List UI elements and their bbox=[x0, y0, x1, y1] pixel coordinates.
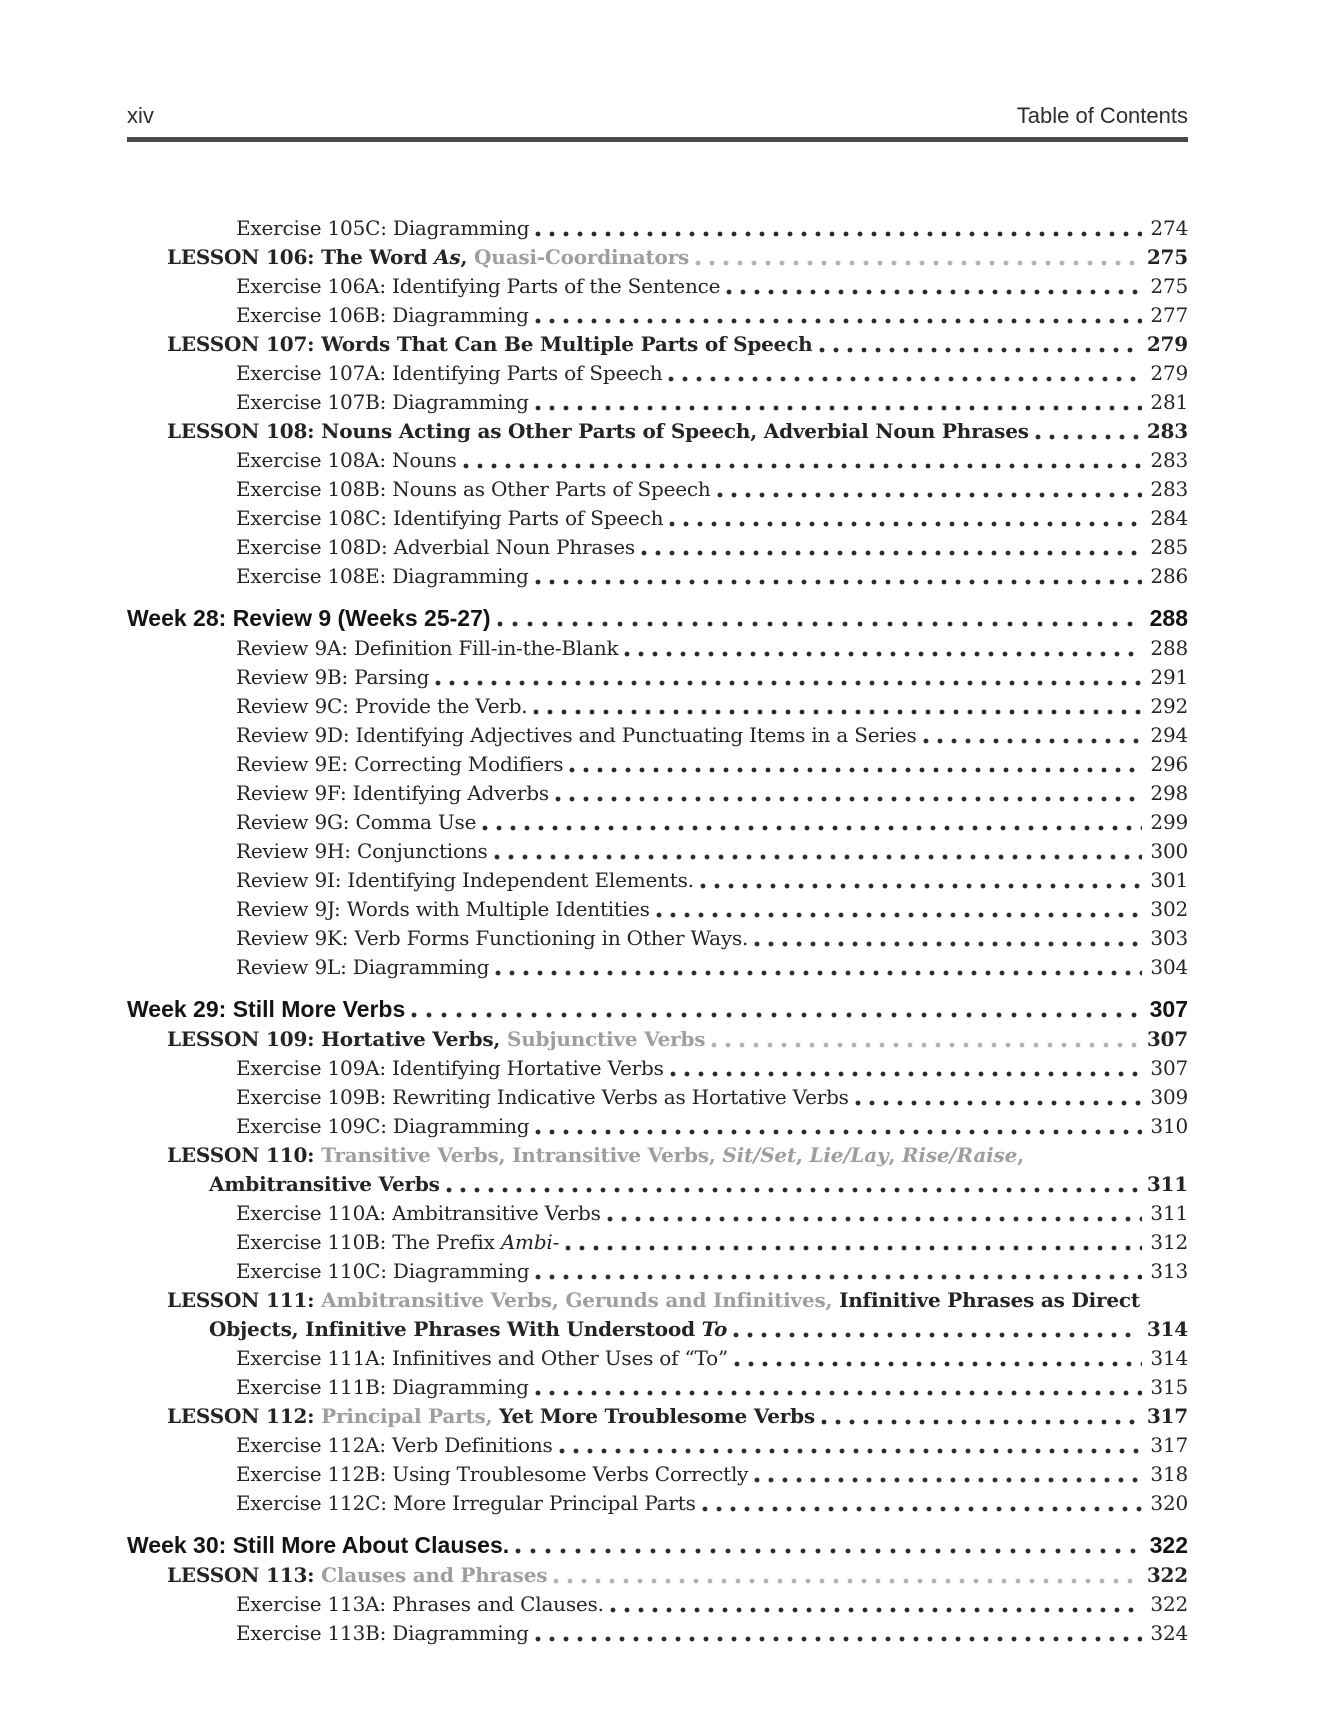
toc-entry bbox=[127, 1054, 1188, 1083]
toc-entry-text: Exercise 105C: Diagramming bbox=[236, 216, 530, 240]
toc-entry bbox=[127, 779, 1188, 808]
toc-entry-title bbox=[236, 1431, 553, 1460]
page-number: 307 bbox=[1150, 1056, 1188, 1080]
toc-entry bbox=[127, 214, 1188, 243]
page-number: 322 bbox=[1146, 1563, 1188, 1587]
toc-entry-text: Exercise 109C: Diagramming bbox=[236, 1114, 530, 1138]
toc-entry-title bbox=[209, 1315, 727, 1344]
toc-entry bbox=[127, 634, 1188, 663]
toc-entry bbox=[127, 1228, 1188, 1257]
toc-entry-text: To bbox=[701, 1317, 728, 1341]
toc-entry-text: Exercise 111A: Infinitives and Other Uses of “To” bbox=[236, 1346, 728, 1370]
dot-leader bbox=[569, 750, 1142, 779]
page-number: 314 bbox=[1146, 1317, 1188, 1341]
toc-entry-title bbox=[236, 1257, 529, 1286]
toc-entry bbox=[127, 1199, 1188, 1228]
toc-entry-title bbox=[236, 895, 650, 924]
toc-entry-title bbox=[167, 330, 813, 359]
toc-entry-title bbox=[236, 533, 635, 562]
dot-leader bbox=[1035, 417, 1139, 446]
dot-leader bbox=[668, 359, 1142, 388]
toc-entry-text: As bbox=[434, 245, 461, 269]
page-number: 322 bbox=[1150, 1592, 1188, 1616]
toc-entry-title bbox=[236, 953, 489, 982]
toc-entry-title bbox=[236, 750, 563, 779]
toc-entry-text: Review 9K: Verb Forms Functioning in Other Ways. bbox=[236, 926, 749, 950]
toc-entry-title bbox=[236, 272, 720, 301]
page-number: 314 bbox=[1150, 1346, 1188, 1370]
toc-entry bbox=[127, 1286, 1188, 1315]
toc-entry-title bbox=[167, 417, 1029, 446]
page-number: 315 bbox=[1150, 1375, 1188, 1399]
dot-leader bbox=[565, 1228, 1142, 1257]
toc-entry-text: Exercise 108A: Nouns bbox=[236, 448, 457, 472]
toc-entry-title bbox=[236, 1489, 696, 1518]
dot-leader bbox=[435, 663, 1142, 692]
dot-leader bbox=[535, 562, 1143, 591]
toc-entry-text: Yet More Troublesome Verbs bbox=[499, 1404, 815, 1428]
page-number: 307 bbox=[1146, 1027, 1188, 1051]
toc-entry-text: Exercise 108C: Identifying Parts of Speech bbox=[236, 506, 664, 530]
toc-entry-text: Exercise 109B: Rewriting Indicative Verbs as Hortative Verbs bbox=[236, 1085, 849, 1109]
toc-entry-title bbox=[127, 994, 405, 1025]
toc-entry-title bbox=[236, 1228, 559, 1257]
dot-leader bbox=[494, 837, 1143, 866]
page-number: 292 bbox=[1150, 694, 1188, 718]
toc-entry-text: LESSON 110: bbox=[167, 1143, 322, 1167]
toc-entry-text: Transitive Verbs, Intransitive Verbs, bbox=[321, 1143, 723, 1167]
dot-leader bbox=[702, 1489, 1143, 1518]
dot-leader bbox=[700, 866, 1143, 895]
toc-entry-text: Ambi- bbox=[500, 1230, 560, 1254]
page-number: 274 bbox=[1150, 216, 1188, 240]
toc-entry-title bbox=[236, 866, 694, 895]
toc-entry bbox=[127, 243, 1188, 272]
toc-entry-title bbox=[167, 1561, 547, 1590]
dot-leader bbox=[555, 779, 1143, 808]
toc-entry-text: , bbox=[460, 245, 475, 269]
toc-entry-text: Exercise 108B: Nouns as Other Parts of Speech bbox=[236, 477, 711, 501]
toc-entry-text: Exercise 107B: Diagramming bbox=[236, 390, 529, 414]
toc-entry bbox=[127, 1402, 1188, 1431]
toc-entry bbox=[127, 895, 1188, 924]
toc-entry-text: Review 9L: Diagramming bbox=[236, 955, 490, 979]
toc-entry-title bbox=[236, 1054, 664, 1083]
toc-entry-title bbox=[236, 634, 618, 663]
toc-entry-title bbox=[236, 1344, 728, 1373]
toc-entry-text: Exercise 106B: Diagramming bbox=[236, 303, 529, 327]
toc-entry-text: Review 9J: Words with Multiple Identities bbox=[236, 897, 650, 921]
dot-leader bbox=[533, 692, 1142, 721]
toc-entry-text: Clauses and Phrases bbox=[321, 1563, 548, 1587]
toc-entry-title bbox=[236, 837, 488, 866]
toc-entry-title bbox=[236, 808, 476, 837]
page-number: 322 bbox=[1149, 1532, 1188, 1558]
toc-entry-title bbox=[236, 562, 529, 591]
page-number: 283 bbox=[1150, 477, 1188, 501]
dot-leader bbox=[656, 895, 1143, 924]
dot-leader bbox=[607, 1199, 1143, 1228]
dot-leader bbox=[535, 1257, 1142, 1286]
toc-entry bbox=[127, 562, 1188, 591]
dot-leader bbox=[482, 808, 1142, 837]
toc-entry bbox=[127, 1489, 1188, 1518]
dot-leader bbox=[535, 1619, 1143, 1648]
dot-leader bbox=[641, 533, 1143, 562]
toc-entry bbox=[127, 1025, 1188, 1054]
dot-leader bbox=[535, 214, 1142, 243]
toc-entry-title bbox=[167, 1286, 1140, 1315]
toc-entry-text: LESSON 107: Words That Can Be Multiple Parts of Speech bbox=[167, 332, 813, 356]
running-head: Table of Contents bbox=[1016, 103, 1188, 128]
dot-leader bbox=[535, 388, 1143, 417]
page-number: 299 bbox=[1150, 810, 1188, 834]
toc-entry-text: Exercise 106A: Identifying Parts of the Sentence bbox=[236, 274, 721, 298]
page-number: 284 bbox=[1150, 506, 1188, 530]
dot-leader bbox=[497, 603, 1142, 634]
page-number: 301 bbox=[1150, 868, 1188, 892]
page-number: 288 bbox=[1150, 636, 1188, 660]
toc-entry-text: Review 9H: Conjunctions bbox=[236, 839, 488, 863]
page-header bbox=[127, 102, 1188, 142]
dot-leader bbox=[819, 330, 1139, 359]
toc-entry-text: Quasi-Coordinators bbox=[474, 245, 690, 269]
toc-entry-text: Sit/Set bbox=[722, 1143, 796, 1167]
toc-entry bbox=[127, 1257, 1188, 1286]
toc-entry-text: Exercise 112A: Verb Definitions bbox=[236, 1433, 553, 1457]
toc-entry bbox=[127, 1590, 1188, 1619]
toc-entry bbox=[127, 388, 1188, 417]
page-number: 277 bbox=[1150, 303, 1188, 327]
toc-entry-title bbox=[236, 1112, 529, 1141]
page-number: 283 bbox=[1146, 419, 1188, 443]
toc-entry bbox=[127, 1344, 1188, 1373]
toc-entry bbox=[127, 837, 1188, 866]
page-number: 275 bbox=[1150, 274, 1188, 298]
dot-leader bbox=[711, 1025, 1138, 1054]
toc-entry-title bbox=[236, 359, 662, 388]
toc-entry-text: Ambitransitive Verbs, Gerunds and Infinitives, bbox=[321, 1288, 840, 1312]
page-number: 288 bbox=[1149, 605, 1188, 631]
toc-entry bbox=[127, 359, 1188, 388]
toc-entry-text: Principal Parts, bbox=[321, 1404, 500, 1428]
dot-leader bbox=[624, 634, 1142, 663]
page-number: 320 bbox=[1150, 1491, 1188, 1515]
page-number: 312 bbox=[1150, 1230, 1188, 1254]
toc-entry-text: Exercise 109A: Identifying Hortative Verbs bbox=[236, 1056, 664, 1080]
page-number: 313 bbox=[1150, 1259, 1188, 1283]
toc-entry-text: Subjunctive Verbs bbox=[506, 1027, 706, 1051]
toc-entry-text: Infinitive Phrases as Direct bbox=[839, 1288, 1140, 1312]
page-number: 296 bbox=[1150, 752, 1188, 776]
toc-entry-text: Exercise 110A: Ambitransitive Verbs bbox=[236, 1201, 601, 1225]
toc-entry bbox=[127, 721, 1188, 750]
toc-entry bbox=[127, 1083, 1188, 1112]
toc-entry bbox=[127, 808, 1188, 837]
toc-entry-text: LESSON 108: Nouns Acting as Other Parts of Speech, Adverbial Noun Phrases bbox=[167, 419, 1029, 443]
dot-leader bbox=[695, 243, 1139, 272]
toc-entry bbox=[127, 1619, 1188, 1648]
page-number: 285 bbox=[1150, 535, 1188, 559]
dot-leader bbox=[726, 272, 1142, 301]
toc-entry-text: LESSON 112: bbox=[167, 1404, 322, 1428]
toc-entry-text: Objects, Infinitive Phrases With Understood bbox=[209, 1317, 702, 1341]
folio-page-number: xiv bbox=[127, 103, 154, 128]
page-number: 318 bbox=[1150, 1462, 1188, 1486]
toc-entry-title bbox=[167, 243, 689, 272]
toc-entry-title bbox=[236, 692, 527, 721]
toc-entry-text: Review 9D: Identifying Adjectives and Punctuating Items in a Series bbox=[236, 723, 917, 747]
page-number: 286 bbox=[1150, 564, 1188, 588]
dot-leader bbox=[535, 1373, 1143, 1402]
toc-entry bbox=[127, 1460, 1188, 1489]
page-number: 291 bbox=[1150, 665, 1188, 689]
dot-leader bbox=[734, 1344, 1142, 1373]
dot-leader bbox=[411, 994, 1141, 1025]
toc-entry-text: Review 9F: Identifying Adverbs bbox=[236, 781, 549, 805]
toc-entry bbox=[127, 1112, 1188, 1141]
page-number: 279 bbox=[1146, 332, 1188, 356]
page-number: 309 bbox=[1150, 1085, 1188, 1109]
toc-entry bbox=[127, 953, 1188, 982]
toc-entry-title bbox=[236, 475, 711, 504]
toc-entry-title bbox=[236, 301, 529, 330]
dot-leader bbox=[553, 1561, 1139, 1590]
toc-entry-text: Review 9B: Parsing bbox=[236, 665, 430, 689]
dot-leader bbox=[463, 446, 1143, 475]
toc-entry-text: Exercise 112C: More Irregular Principal Parts bbox=[236, 1491, 696, 1515]
toc-entry-text: Week 30: Still More About Clauses. bbox=[127, 1532, 510, 1558]
toc-entry bbox=[127, 446, 1188, 475]
dot-leader bbox=[495, 953, 1142, 982]
page-number: 303 bbox=[1150, 926, 1188, 950]
toc-entry-text: Exercise 107A: Identifying Parts of Speech bbox=[236, 361, 663, 385]
toc-entry-title bbox=[209, 1170, 440, 1199]
page-number: 279 bbox=[1150, 361, 1188, 385]
toc-entry bbox=[127, 272, 1188, 301]
toc-entry bbox=[127, 1431, 1188, 1460]
page-number: 324 bbox=[1150, 1621, 1188, 1645]
toc-entry bbox=[127, 475, 1188, 504]
toc-entry-text: Exercise 110B: The Prefix bbox=[236, 1230, 501, 1254]
page-number: 281 bbox=[1150, 390, 1188, 414]
page-number: 310 bbox=[1150, 1114, 1188, 1138]
toc-entry-text: , bbox=[888, 1143, 902, 1167]
page-number: 298 bbox=[1150, 781, 1188, 805]
toc-entry-title bbox=[236, 721, 917, 750]
toc-entry-text: , bbox=[796, 1143, 810, 1167]
dot-leader bbox=[754, 924, 1142, 953]
dot-leader bbox=[717, 475, 1143, 504]
toc-entry bbox=[127, 1141, 1188, 1170]
toc-entry-title bbox=[127, 603, 491, 634]
toc-entry bbox=[127, 330, 1188, 359]
toc-entry-text: Review 9I: Identifying Independent Elements. bbox=[236, 868, 694, 892]
toc-entry bbox=[127, 603, 1188, 634]
toc-entry-text: Exercise 108D: Adverbial Noun Phrases bbox=[236, 535, 635, 559]
toc-entry-text: Review 9E: Correcting Modifiers bbox=[236, 752, 564, 776]
toc-list bbox=[127, 214, 1188, 1648]
toc-entry-title bbox=[127, 1530, 509, 1561]
dot-leader bbox=[821, 1402, 1139, 1431]
dot-leader bbox=[610, 1590, 1143, 1619]
toc-entry-title bbox=[236, 1373, 529, 1402]
toc-entry-title bbox=[236, 924, 748, 953]
dot-leader bbox=[535, 301, 1143, 330]
toc-entry bbox=[127, 1530, 1188, 1561]
toc-entry bbox=[127, 994, 1188, 1025]
toc-entry-title bbox=[236, 1083, 849, 1112]
dot-leader bbox=[535, 1112, 1142, 1141]
toc-entry bbox=[127, 417, 1188, 446]
toc-entry-text: Review 9A: Definition Fill-in-the-Blank bbox=[236, 636, 619, 660]
toc-entry-title bbox=[236, 1199, 601, 1228]
toc-entry bbox=[127, 866, 1188, 895]
dot-leader bbox=[559, 1431, 1143, 1460]
toc-entry-text: Exercise 113B: Diagramming bbox=[236, 1621, 529, 1645]
toc-entry-text: Lie/Lay bbox=[809, 1143, 889, 1167]
toc-entry-title bbox=[236, 504, 663, 533]
dot-leader bbox=[670, 1054, 1143, 1083]
page-number: 283 bbox=[1150, 448, 1188, 472]
toc-entry bbox=[127, 924, 1188, 953]
dot-leader bbox=[446, 1170, 1139, 1199]
dot-leader bbox=[923, 721, 1143, 750]
toc-entry-title bbox=[236, 663, 429, 692]
toc-entry-text: Week 29: Still More Verbs bbox=[127, 996, 406, 1022]
page-number: 311 bbox=[1146, 1172, 1188, 1196]
toc-entry bbox=[127, 1315, 1188, 1344]
toc-entry-title bbox=[236, 388, 529, 417]
toc-entry bbox=[127, 504, 1188, 533]
toc-entry bbox=[127, 1561, 1188, 1590]
dot-leader bbox=[733, 1315, 1139, 1344]
toc-entry-title bbox=[236, 1619, 529, 1648]
toc-entry-text: Ambitransitive Verbs bbox=[209, 1172, 440, 1196]
toc-entry-text: Review 9C: Provide the Verb. bbox=[236, 694, 528, 718]
toc-entry-title bbox=[236, 1460, 748, 1489]
toc-entry-title bbox=[167, 1402, 815, 1431]
page-number: 294 bbox=[1150, 723, 1188, 747]
toc-entry bbox=[127, 663, 1188, 692]
page-number: 300 bbox=[1150, 839, 1188, 863]
toc-entry bbox=[127, 301, 1188, 330]
page-number: 304 bbox=[1150, 955, 1188, 979]
toc-entry-title bbox=[236, 1590, 604, 1619]
toc-entry-title bbox=[236, 214, 529, 243]
toc-entry-title bbox=[167, 1141, 1024, 1170]
toc-entry-title bbox=[236, 446, 457, 475]
toc-entry-text: LESSON 113: bbox=[167, 1563, 322, 1587]
page-number: 302 bbox=[1150, 897, 1188, 921]
toc-entry-text: Exercise 113A: Phrases and Clauses. bbox=[236, 1592, 604, 1616]
toc-entry-text: Exercise 110C: Diagramming bbox=[236, 1259, 530, 1283]
page-number: 317 bbox=[1150, 1433, 1188, 1457]
toc-entry-title bbox=[236, 779, 549, 808]
toc-entry bbox=[127, 750, 1188, 779]
toc-entry-text: LESSON 106: The Word bbox=[167, 245, 435, 269]
dot-leader bbox=[669, 504, 1142, 533]
toc-entry-title bbox=[167, 1025, 705, 1054]
toc-entry-text: Exercise 112B: Using Troublesome Verbs Correctly bbox=[236, 1462, 749, 1486]
dot-leader bbox=[515, 1530, 1141, 1561]
page-number: 275 bbox=[1146, 245, 1188, 269]
toc-entry-text: LESSON 109: Hortative Verbs, bbox=[167, 1027, 507, 1051]
toc-entry-text: LESSON 111: bbox=[167, 1288, 322, 1312]
page-number: 307 bbox=[1149, 996, 1188, 1022]
page-number: 311 bbox=[1150, 1201, 1188, 1225]
toc-entry bbox=[127, 533, 1188, 562]
toc-entry bbox=[127, 1373, 1188, 1402]
toc-entry-text: Week 28: Review 9 (Weeks 25-27) bbox=[127, 605, 491, 631]
toc-entry bbox=[127, 692, 1188, 721]
page-number: 317 bbox=[1146, 1404, 1188, 1428]
toc-entry-text: Review 9G: Comma Use bbox=[236, 810, 477, 834]
toc-entry-text: , bbox=[1017, 1143, 1024, 1167]
toc-entry-text: Exercise 108E: Diagramming bbox=[236, 564, 529, 588]
toc-entry-text: Exercise 111B: Diagramming bbox=[236, 1375, 529, 1399]
toc-entry-text: Rise/Raise bbox=[902, 1143, 1018, 1167]
toc-entry bbox=[127, 1170, 1188, 1199]
dot-leader bbox=[754, 1460, 1142, 1489]
dot-leader bbox=[855, 1083, 1143, 1112]
